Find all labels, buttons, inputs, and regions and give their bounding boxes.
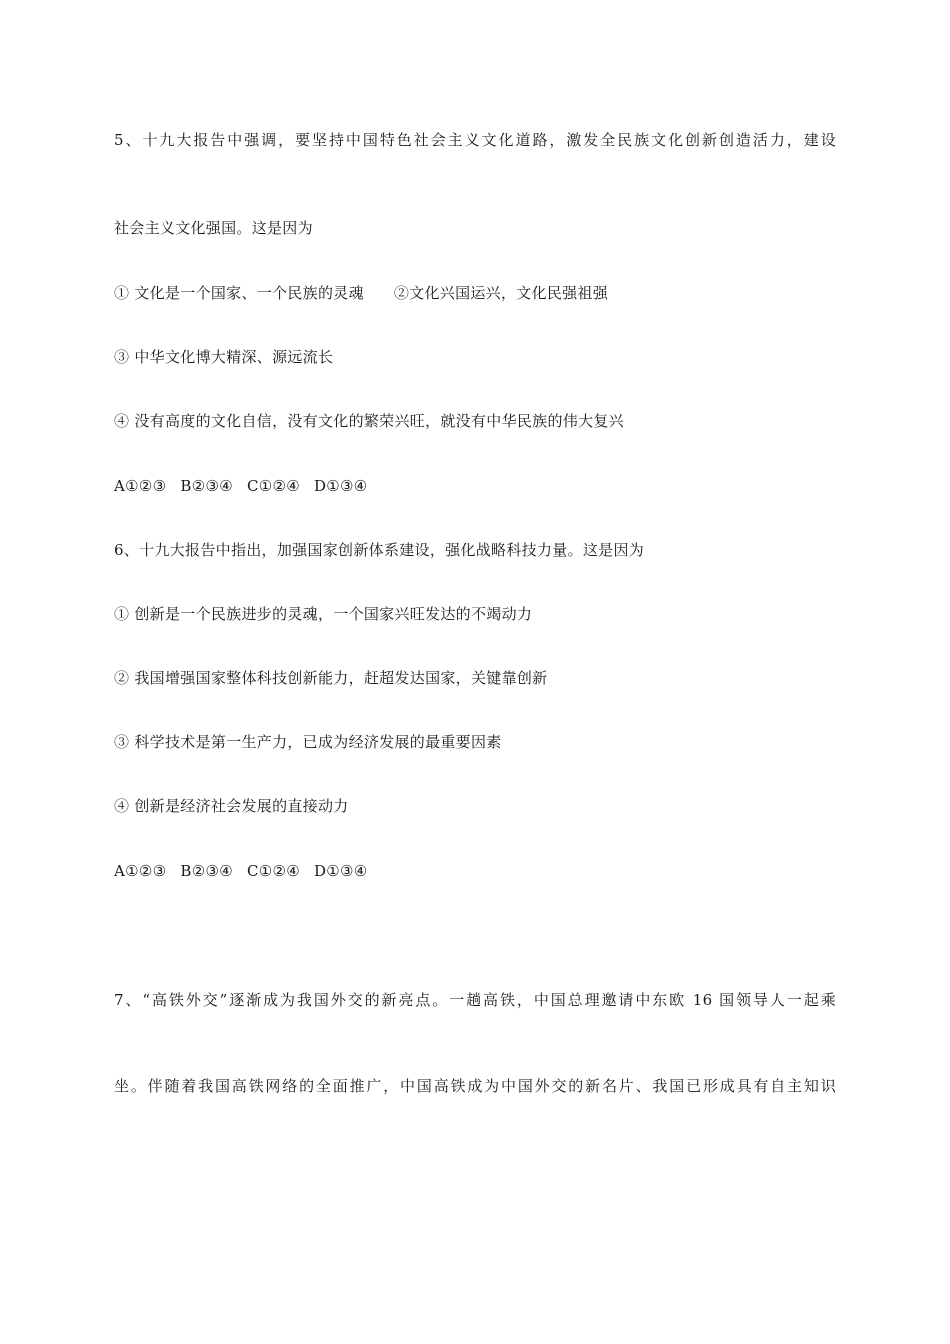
q6-option-c: C①②④: [246, 862, 300, 880]
q5-option-c: C①②④: [246, 477, 300, 495]
q5-item-1: ① 文化是一个国家、一个民族的灵魂: [114, 284, 364, 302]
q5-items-row1: [114, 283, 608, 303]
q6-item-4: ④ 创新是经济社会发展的直接动力: [114, 797, 349, 815]
q6-options: [114, 861, 368, 881]
q6-option-a: A①②③: [114, 862, 167, 880]
q5-stem-line1: 5、十九大报告中强调，要坚持中国特色社会主义文化道路，激发全民族文化创新创造活力，建设: [114, 131, 836, 149]
q6-item-2: ② 我国增强国家整体科技创新能力，赶超发达国家，关键靠创新: [114, 669, 548, 687]
q6-option-b: B②③④: [180, 862, 233, 880]
q5-option-d: D①③④: [313, 477, 368, 495]
q5-option-b: B②③④: [180, 477, 233, 495]
q6-option-d: D①③④: [313, 862, 368, 880]
q6-item-3: ③ 科学技术是第一生产力，已成为经济发展的最重要因素: [114, 733, 502, 751]
q7-stem-line1: 7、“高铁外交”逐渐成为我国外交的新亮点。一趟高铁，中国总理邀请中东欧 16 国领导人一起乘: [114, 991, 836, 1009]
q6-item-1: ① 创新是一个民族进步的灵魂，一个国家兴旺发达的不竭动力: [114, 605, 533, 623]
q5-option-a: A①②③: [114, 477, 167, 495]
q5-options: [114, 476, 368, 496]
q5-stem-line2: 社会主义文化强国。这是因为: [114, 219, 313, 237]
q5-item-4: ④ 没有高度的文化自信，没有文化的繁荣兴旺，就没有中华民族的伟大复兴: [114, 412, 624, 430]
q7-stem-line2: 坐。伴随着我国高铁网络的全面推广，中国高铁成为中国外交的新名片、我国已形成具有自主知识: [114, 1077, 836, 1095]
q5-item-3: ③ 中华文化博大精深、源远流长: [114, 348, 334, 366]
q6-stem: 6、十九大报告中指出，加强国家创新体系建设，强化战略科技力量。这是因为: [114, 541, 645, 559]
q5-item-2: ②文化兴国运兴，文化民强祖强: [393, 284, 609, 302]
